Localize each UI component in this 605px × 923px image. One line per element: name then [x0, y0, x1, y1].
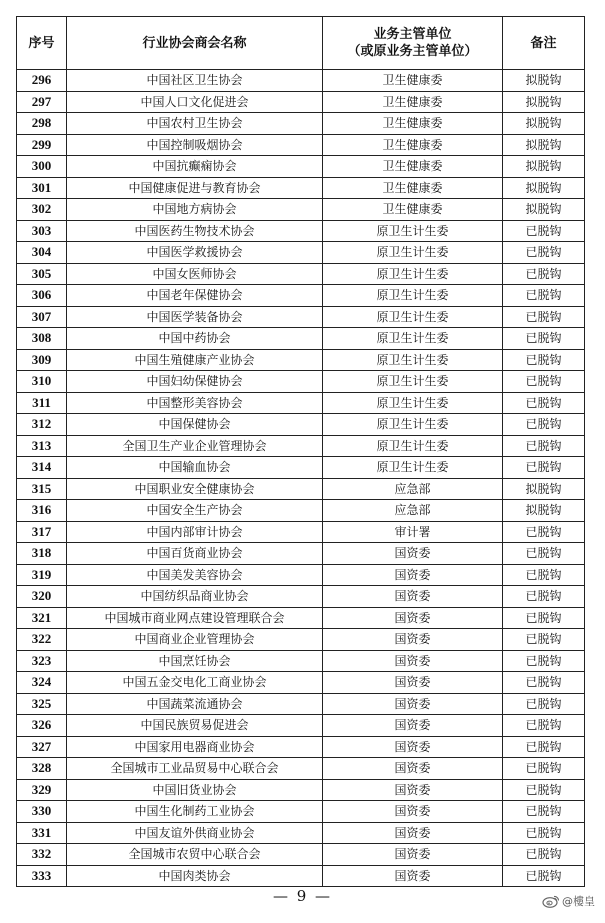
cell-authority: 国资委 [323, 736, 503, 758]
cell-association-name: 中国五金交电化工商业协会 [67, 672, 323, 694]
cell-association-name: 中国社区卫生协会 [67, 70, 323, 92]
cell-association-name: 中国输血协会 [67, 457, 323, 479]
cell-association-name: 中国生化制药工业协会 [67, 801, 323, 823]
cell-note: 已脱钩 [503, 629, 585, 651]
cell-note: 已脱钩 [503, 521, 585, 543]
cell-association-name: 中国家用电器商业协会 [67, 736, 323, 758]
table-row [17, 801, 585, 823]
cell-note: 已脱钩 [503, 844, 585, 866]
cell-authority: 国资委 [323, 586, 503, 608]
cell-index: 326 [17, 715, 67, 737]
cell-authority: 应急部 [323, 478, 503, 500]
table-row [17, 586, 585, 608]
cell-note: 已脱钩 [503, 543, 585, 565]
cell-association-name: 中国农村卫生协会 [67, 113, 323, 135]
header-note: 备注 [503, 17, 585, 70]
cell-index: 307 [17, 306, 67, 328]
cell-authority: 国资委 [323, 779, 503, 801]
table-row [17, 457, 585, 479]
table-header-row [17, 17, 585, 70]
cell-association-name: 中国老年保健协会 [67, 285, 323, 307]
cell-association-name: 全国城市农贸中心联合会 [67, 844, 323, 866]
cell-authority: 原卫生计生委 [323, 306, 503, 328]
cell-association-name: 中国整形美容协会 [67, 392, 323, 414]
cell-authority: 卫生健康委 [323, 70, 503, 92]
cell-index: 315 [17, 478, 67, 500]
cell-note: 已脱钩 [503, 328, 585, 350]
cell-authority: 卫生健康委 [323, 113, 503, 135]
table-header [17, 17, 585, 70]
cell-authority: 应急部 [323, 500, 503, 522]
table-body [17, 70, 585, 887]
table-row [17, 242, 585, 264]
weibo-icon [542, 894, 560, 908]
cell-index: 318 [17, 543, 67, 565]
cell-index: 297 [17, 91, 67, 113]
cell-authority: 国资委 [323, 715, 503, 737]
table-row [17, 134, 585, 156]
cell-association-name: 中国女医师协会 [67, 263, 323, 285]
cell-index: 300 [17, 156, 67, 178]
table-row [17, 779, 585, 801]
cell-index: 330 [17, 801, 67, 823]
cell-index: 314 [17, 457, 67, 479]
cell-association-name: 中国医学装备协会 [67, 306, 323, 328]
cell-authority: 国资委 [323, 844, 503, 866]
cell-authority: 原卫生计生委 [323, 263, 503, 285]
header-authority-line2: （或原业务主管单位） [347, 44, 478, 59]
table-row [17, 70, 585, 92]
table-row [17, 392, 585, 414]
table-row [17, 328, 585, 350]
cell-note: 已脱钩 [503, 715, 585, 737]
cell-association-name: 中国蔬菜流通协会 [67, 693, 323, 715]
cell-association-name: 中国抗癫痫协会 [67, 156, 323, 178]
cell-note: 已脱钩 [503, 736, 585, 758]
cell-note: 拟脱钩 [503, 177, 585, 199]
header-authority [323, 17, 503, 70]
table-row [17, 715, 585, 737]
table-row [17, 177, 585, 199]
cell-association-name: 中国城市商业网点建设管理联合会 [67, 607, 323, 629]
table-row [17, 607, 585, 629]
header-index: 序号 [17, 17, 67, 70]
cell-authority: 国资委 [323, 693, 503, 715]
cell-authority: 国资委 [323, 865, 503, 887]
cell-authority: 国资委 [323, 629, 503, 651]
cell-index: 313 [17, 435, 67, 457]
cell-note: 拟脱钩 [503, 500, 585, 522]
cell-note: 已脱钩 [503, 758, 585, 780]
cell-association-name: 中国纺织品商业协会 [67, 586, 323, 608]
cell-note: 拟脱钩 [503, 134, 585, 156]
cell-association-name: 中国控制吸烟协会 [67, 134, 323, 156]
cell-index: 324 [17, 672, 67, 694]
cell-association-name: 中国人口文化促进会 [67, 91, 323, 113]
table-row [17, 564, 585, 586]
cell-association-name: 中国生殖健康产业协会 [67, 349, 323, 371]
cell-authority: 国资委 [323, 758, 503, 780]
cell-authority: 国资委 [323, 822, 503, 844]
cell-index: 332 [17, 844, 67, 866]
watermark-text: @樓皇 [562, 895, 595, 908]
table-row [17, 478, 585, 500]
cell-index: 303 [17, 220, 67, 242]
cell-association-name: 中国旧货业协会 [67, 779, 323, 801]
cell-authority: 原卫生计生委 [323, 414, 503, 436]
table-row [17, 371, 585, 393]
cell-note: 已脱钩 [503, 607, 585, 629]
table-row [17, 672, 585, 694]
page-number: — 9 — [272, 887, 333, 905]
table-row [17, 844, 585, 866]
cell-index: 320 [17, 586, 67, 608]
cell-index: 331 [17, 822, 67, 844]
cell-note: 已脱钩 [503, 801, 585, 823]
cell-note: 已脱钩 [503, 220, 585, 242]
cell-note: 已脱钩 [503, 285, 585, 307]
cell-authority: 原卫生计生委 [323, 435, 503, 457]
table-row [17, 629, 585, 651]
table-row [17, 693, 585, 715]
table-row [17, 306, 585, 328]
table-row [17, 113, 585, 135]
cell-association-name: 中国医学救援协会 [67, 242, 323, 264]
cell-index: 322 [17, 629, 67, 651]
cell-note: 已脱钩 [503, 822, 585, 844]
cell-authority: 原卫生计生委 [323, 328, 503, 350]
cell-authority: 国资委 [323, 543, 503, 565]
table-row [17, 199, 585, 221]
association-table-container [16, 16, 584, 887]
cell-index: 327 [17, 736, 67, 758]
cell-authority: 原卫生计生委 [323, 457, 503, 479]
cell-note: 已脱钩 [503, 672, 585, 694]
cell-note: 拟脱钩 [503, 199, 585, 221]
cell-note: 已脱钩 [503, 349, 585, 371]
cell-note: 已脱钩 [503, 457, 585, 479]
cell-association-name: 中国职业安全健康协会 [67, 478, 323, 500]
cell-note: 已脱钩 [503, 693, 585, 715]
cell-note: 拟脱钩 [503, 91, 585, 113]
table-row [17, 156, 585, 178]
table-row [17, 349, 585, 371]
association-table [16, 16, 585, 887]
table-row [17, 263, 585, 285]
cell-note: 拟脱钩 [503, 478, 585, 500]
cell-association-name: 全国卫生产业企业管理协会 [67, 435, 323, 457]
cell-note: 已脱钩 [503, 306, 585, 328]
table-row [17, 865, 585, 887]
cell-association-name: 中国内部审计协会 [67, 521, 323, 543]
cell-note: 已脱钩 [503, 779, 585, 801]
cell-index: 310 [17, 371, 67, 393]
cell-index: 309 [17, 349, 67, 371]
cell-association-name: 中国中药协会 [67, 328, 323, 350]
cell-note: 拟脱钩 [503, 113, 585, 135]
table-row [17, 650, 585, 672]
cell-index: 321 [17, 607, 67, 629]
cell-note: 已脱钩 [503, 242, 585, 264]
cell-association-name: 中国保健协会 [67, 414, 323, 436]
cell-authority: 原卫生计生委 [323, 392, 503, 414]
cell-index: 299 [17, 134, 67, 156]
cell-authority: 原卫生计生委 [323, 220, 503, 242]
cell-index: 305 [17, 263, 67, 285]
cell-index: 329 [17, 779, 67, 801]
cell-association-name: 中国地方病协会 [67, 199, 323, 221]
cell-authority: 卫生健康委 [323, 156, 503, 178]
table-row [17, 736, 585, 758]
table-row [17, 91, 585, 113]
cell-association-name: 中国肉类协会 [67, 865, 323, 887]
cell-index: 298 [17, 113, 67, 135]
cell-association-name: 中国健康促进与教育协会 [67, 177, 323, 199]
cell-note: 拟脱钩 [503, 70, 585, 92]
cell-association-name: 中国商业企业管理协会 [67, 629, 323, 651]
cell-authority: 审计署 [323, 521, 503, 543]
cell-index: 333 [17, 865, 67, 887]
cell-note: 拟脱钩 [503, 156, 585, 178]
cell-index: 328 [17, 758, 67, 780]
cell-index: 312 [17, 414, 67, 436]
cell-association-name: 中国友谊外供商业协会 [67, 822, 323, 844]
cell-association-name: 中国医药生物技术协会 [67, 220, 323, 242]
table-row [17, 435, 585, 457]
header-name: 行业协会商会名称 [67, 17, 323, 70]
cell-note: 已脱钩 [503, 564, 585, 586]
cell-note: 已脱钩 [503, 650, 585, 672]
cell-authority: 国资委 [323, 672, 503, 694]
table-row [17, 220, 585, 242]
cell-authority: 国资委 [323, 650, 503, 672]
cell-authority: 卫生健康委 [323, 91, 503, 113]
cell-authority: 原卫生计生委 [323, 371, 503, 393]
cell-association-name: 中国烹饪协会 [67, 650, 323, 672]
table-row [17, 285, 585, 307]
cell-index: 296 [17, 70, 67, 92]
table-row [17, 500, 585, 522]
cell-index: 301 [17, 177, 67, 199]
cell-index: 306 [17, 285, 67, 307]
cell-authority: 卫生健康委 [323, 134, 503, 156]
cell-association-name: 中国百货商业协会 [67, 543, 323, 565]
cell-index: 325 [17, 693, 67, 715]
cell-index: 316 [17, 500, 67, 522]
cell-note: 已脱钩 [503, 392, 585, 414]
table-row [17, 543, 585, 565]
cell-note: 已脱钩 [503, 371, 585, 393]
cell-index: 311 [17, 392, 67, 414]
cell-note: 已脱钩 [503, 865, 585, 887]
cell-note: 已脱钩 [503, 435, 585, 457]
cell-index: 317 [17, 521, 67, 543]
cell-authority: 国资委 [323, 564, 503, 586]
cell-authority: 国资委 [323, 801, 503, 823]
cell-association-name: 全国城市工业品贸易中心联合会 [67, 758, 323, 780]
cell-index: 323 [17, 650, 67, 672]
cell-note: 已脱钩 [503, 263, 585, 285]
cell-note: 已脱钩 [503, 414, 585, 436]
cell-authority: 原卫生计生委 [323, 242, 503, 264]
cell-authority: 卫生健康委 [323, 177, 503, 199]
cell-authority: 原卫生计生委 [323, 349, 503, 371]
cell-index: 308 [17, 328, 67, 350]
header-authority-line1: 业务主管单位 [373, 27, 452, 42]
table-row [17, 521, 585, 543]
cell-note: 已脱钩 [503, 586, 585, 608]
cell-index: 304 [17, 242, 67, 264]
cell-authority: 卫生健康委 [323, 199, 503, 221]
cell-association-name: 中国安全生产协会 [67, 500, 323, 522]
cell-association-name: 中国美发美容协会 [67, 564, 323, 586]
table-row [17, 414, 585, 436]
cell-authority: 国资委 [323, 607, 503, 629]
cell-association-name: 中国妇幼保健协会 [67, 371, 323, 393]
table-row [17, 822, 585, 844]
cell-index: 319 [17, 564, 67, 586]
cell-association-name: 中国民族贸易促进会 [67, 715, 323, 737]
table-row [17, 758, 585, 780]
weibo-watermark [542, 893, 595, 909]
cell-authority: 原卫生计生委 [323, 285, 503, 307]
cell-index: 302 [17, 199, 67, 221]
